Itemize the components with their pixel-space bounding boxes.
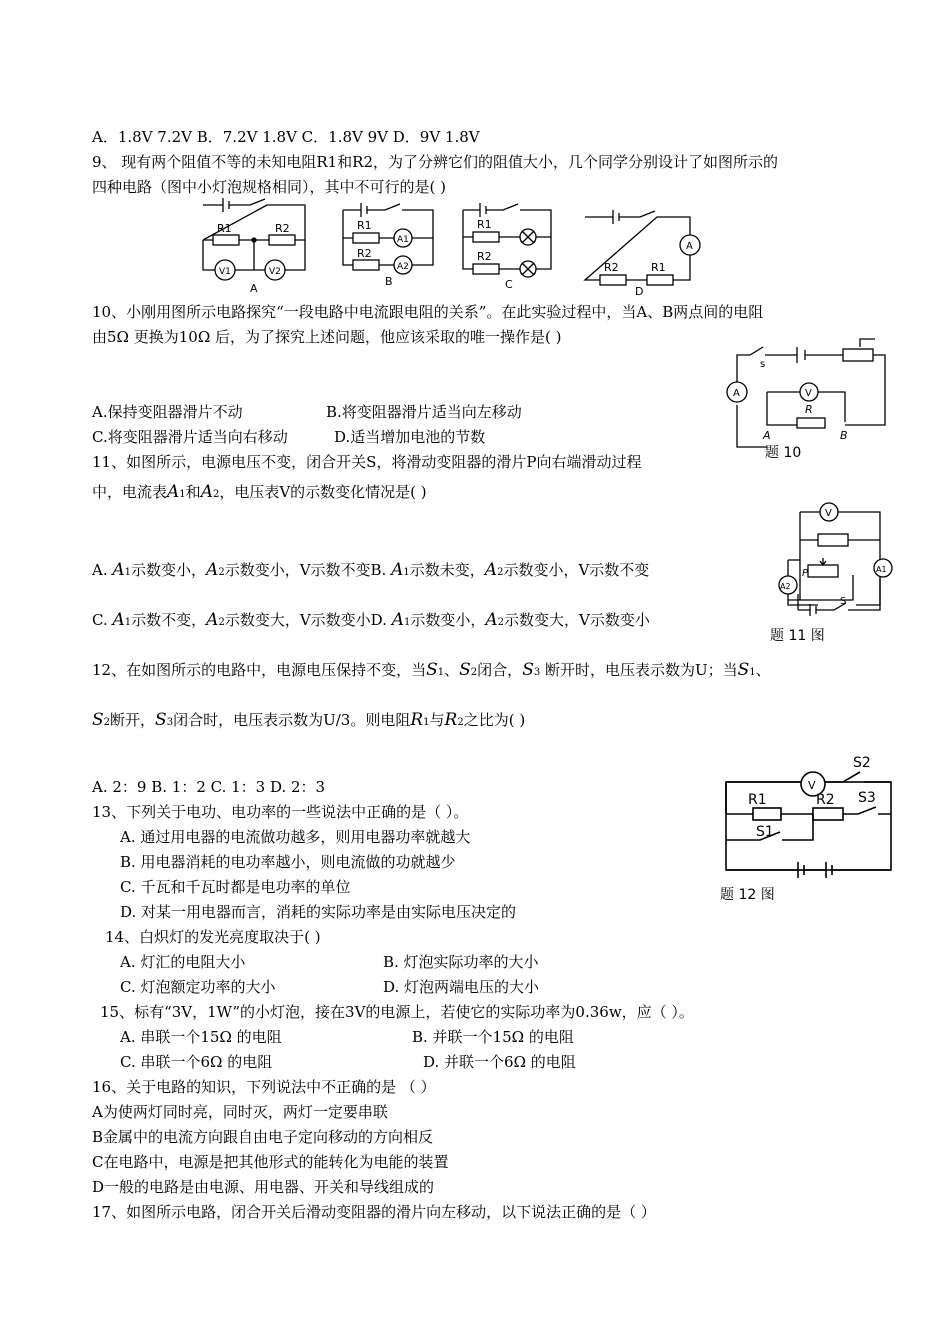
q11-caption: 题 11 图 [770, 628, 825, 644]
q8-options: A．1.8V 7.2V B．7.2V 1.8V C．1.8V 9V D．9V 1.8V [92, 128, 480, 146]
q9-circuits [195, 195, 715, 298]
q9-label-c: C [505, 278, 513, 291]
q10-voltmeter: V [805, 388, 812, 399]
q10-circuit [725, 337, 895, 462]
q11-a1: A1 [876, 565, 887, 574]
q12-voltmeter: V [808, 779, 816, 792]
q15-stem: 15、标有“3V，1W”的小灯泡，接在3V的电源上，若使它的实际功率为0.36w，应（ ）。 [100, 1003, 694, 1021]
q12-r2: R2 [816, 792, 835, 808]
q11-options-cd: C. A1示数不变，A2示数变大，V示数变小D. A1示数变小，A2示数变大，V示数变小 [92, 610, 650, 630]
q10-switch-label: s [760, 359, 766, 370]
q9d-r1: R1 [651, 261, 666, 274]
q9b-r1: R1 [357, 219, 372, 232]
q12-circuit [718, 752, 903, 907]
q16-option-b: B金属中的电流方向跟自由电子定向移动的方向相反 [92, 1128, 434, 1146]
q9d-r2: R2 [604, 261, 619, 274]
q13-option-d: D. 对某一用电器而言，消耗的实际功率是由实际电压决定的 [120, 903, 517, 921]
q15-option-c: C. 串联一个6Ω 的电阻 [120, 1053, 273, 1071]
q13-option-b: B. 用电器消耗的电功率越小，则电流做的功就越少 [120, 853, 456, 871]
q9b-a1: A1 [397, 235, 409, 245]
q10-stem-2: 由5Ω 更换为10Ω 后，为了探究上述问题，他应该采取的唯一操作是( ) [92, 328, 562, 346]
q9-stem-1: 9、 现有两个阻值不等的未知电阻R1和R2，为了分辨它们的阻值大小，几个同学分别设计了如图所示的 [92, 153, 778, 171]
q12-s2: S2 [853, 755, 871, 771]
q11-slider: P [802, 568, 809, 579]
q13-option-c: C. 千瓦和千瓦时都是电功率的单位 [120, 878, 351, 896]
q15-option-d: D. 并联一个6Ω 的电阻 [423, 1053, 576, 1071]
q10-caption: 题 10 [765, 445, 802, 461]
q16-option-d: D一般的电路是由电源、用电器、开关和导线组成的 [92, 1178, 435, 1196]
q16-stem: 16、关于电路的知识，下列说法中不正确的是 （ ） [92, 1078, 436, 1096]
q13-option-a: A. 通过用电器的电流做功越多，则用电器功率就越大 [120, 828, 471, 846]
q10-resistor: R [805, 403, 813, 416]
q10-option-b: B.将变阻器滑片适当向左移动 [326, 403, 522, 421]
q9-stem-2: 四种电路（图中小灯泡规格相同），其中不可行的是( ) [92, 178, 446, 196]
q17-stem: 17、如图所示电路，闭合开关后滑动变阻器的滑片向左移动，以下说法正确的是（ ） [92, 1203, 656, 1221]
q12-s3: S3 [858, 790, 876, 806]
q13-stem: 13、下列关于电功、电功率的一些说法中正确的是（ ）。 [92, 803, 469, 821]
q9c-r1: R1 [477, 218, 492, 231]
q10-stem-1: 10、小刚用图所示电路探究“一段电路中电流跟电阻的关系”。在此实验过程中，当A、B两点间的电阻 [92, 303, 764, 321]
q10-ammeter: A [733, 388, 740, 399]
q10-option-d: D.适当增加电池的节数 [334, 428, 486, 446]
q9c-r2: R2 [477, 250, 492, 263]
q14-option-b: B. 灯泡实际功率的大小 [383, 953, 539, 971]
q9d-ammeter: A [686, 241, 693, 252]
q12-r1: R1 [748, 792, 767, 808]
q12-caption: 题 12 图 [720, 887, 775, 903]
q11-stem-2: 中，电流表A1和A2，电压表V的示数变化情况是( ) [92, 482, 427, 502]
q14-option-a: A. 灯汇的电阻大小 [120, 953, 246, 971]
q10-point-b: B [840, 429, 848, 442]
q10-option-a: A.保持变阻器滑片不动 [92, 403, 243, 421]
q9-label-d: D [635, 285, 644, 298]
q12-options: A. 2：9 B. 1：2 C. 1：3 D. 2：3 [92, 778, 326, 796]
q9-label-a: A [250, 282, 258, 295]
q9a-v1: V1 [219, 267, 231, 277]
q14-option-d: D. 灯泡两端电压的大小 [383, 978, 540, 996]
q16-option-c: C在电路中，电源是把其他形式的能转化为电能的装置 [92, 1153, 449, 1171]
q11-voltmeter: V [825, 508, 832, 519]
q11-stem-1: 11、如图所示，电源电压不变，闭合开关S，将滑动变阻器的滑片P向右端滑动过程 [92, 453, 642, 471]
q11-circuit [768, 500, 898, 645]
q11-options-ab: A. A1示数变小，A2示数变小，V示数不变B. A1示数未变，A2示数变小，V示数不变 [92, 560, 650, 580]
q15-option-b: B. 并联一个15Ω 的电阻 [412, 1028, 574, 1046]
q12-s1: S1 [756, 824, 774, 840]
q12-stem-2: S2断开，S3闭合时，电压表示数为U/3。则电阻R1与R2之比为( ) [92, 710, 526, 730]
q11-a2: A2 [780, 582, 791, 591]
q9b-r2: R2 [357, 247, 372, 260]
q9-label-b: B [385, 275, 393, 288]
q9a-r2: R2 [275, 222, 290, 235]
q14-stem: 14、白炽灯的发光亮度取决于( ) [105, 928, 321, 946]
q14-option-c: C. 灯泡额定功率的大小 [120, 978, 276, 996]
q10-option-c: C.将变阻器滑片适当向右移动 [92, 428, 288, 446]
q9a-v2: V2 [269, 267, 281, 277]
q15-option-a: A. 串联一个15Ω 的电阻 [120, 1028, 282, 1046]
q12-stem-1: 12、在如图所示的电路中，电源电压保持不变，当S1、S2闭合，S3 断开时，电压表示数为U；当S1、 [92, 660, 771, 680]
q9a-r1: R1 [217, 222, 232, 235]
q10-point-a: A [763, 429, 771, 442]
q16-option-a: A为使两灯同时亮，同时灭，两灯一定要串联 [92, 1103, 388, 1121]
q11-switch: S [840, 596, 847, 607]
q9b-a2: A2 [397, 262, 409, 272]
